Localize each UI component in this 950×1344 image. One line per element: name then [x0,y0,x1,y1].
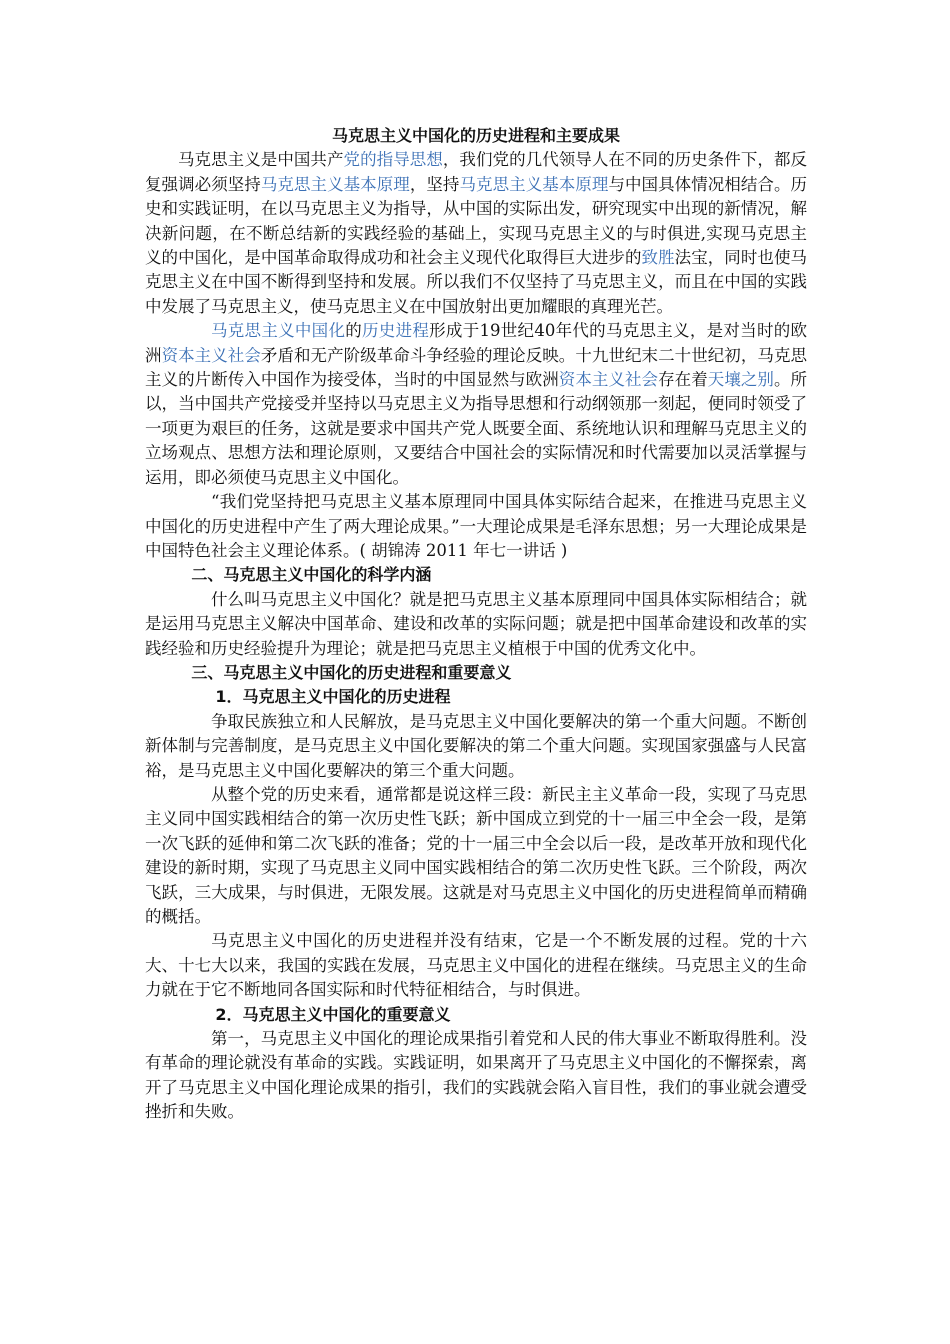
paragraph-three-problems: 争取民族独立和人民解放，是马克思主义中国化要解决的第一个重大问题。不断创新体制与完善制度，是马克思主义中国化要解决的第二个重大问题。实现国家强盛与人民富裕，是马克思主义中国化要解决的第三个重大问题。 [145,711,807,780]
link-sinicization-of-marxism[interactable]: 马克思主义中国化 [211,321,346,341]
link-tianrangzhibie[interactable]: 天壤之别 [707,370,774,390]
text-run: 形成于19世纪40年代的马克思主义，是对当时的欧洲 [145,321,808,365]
link-marxism-basic-principles[interactable]: 马克思主义基本原理 [260,174,410,194]
link-capitalist-society[interactable]: 资本主义社会 [161,345,261,365]
paragraph-significance-first: 第一，马克思主义中国化的理论成果指引着党和人民的伟大事业不断取得胜利。没有革命的理论就没有革命的实践。实践证明，如果离开了马克思主义中国化的不懈探索，离开了马克思主义中国化理论成果的指引，我们的实践就会陷入盲目性，我们的事业就会遭受挫折和失败。 [145,1029,807,1122]
link-zhisheng[interactable]: 致胜 [641,248,675,268]
subsection-heading-history: 1．马克思主义中国化的历史进程 [215,687,451,707]
section-heading-history-and-significance: 三、马克思主义中国化的历史进程和重要意义 [191,662,512,682]
link-capitalist-society-2[interactable]: 资本主义社会 [558,370,659,390]
paragraph-definition: 什么叫马克思主义中国化？就是把马克思主义基本原理同中国具体实际相结合；就是运用马克思主义解决中国革命、建设和改革的实际问题；就是把中国革命建设和改革的实践经验和历史经验提升为理论；就是把马克思主义植根于中国的优秀文化中。 [145,589,807,658]
text-run: 马克思主义是中国共产 [178,150,344,170]
document-title: 马克思主义中国化的历史进程和主要成果 [331,126,620,145]
link-historical-process[interactable]: 历史进程 [362,321,430,341]
text-run: 的 [345,321,363,341]
paragraph-quote: “我们党坚持把马克思主义基本原理同中国具体实际结合起来，在推进马克思主义中国化的历史进程中产生了两大理论成果。”一大理论成果是毛泽东思想；另一大理论成果是中国特色社会主义理论体系。( 胡锦涛 2011 年七一讲话 ) [145,492,807,560]
paragraph-three-stages: 从整个党的历史来看，通常都是说这样三段：新民主主义革命一段，实现了马克思主义同中国实践相结合的第一次历史性飞跃；新中国成立到党的十一届三中全会一段，是第一次飞跃的延伸和第二次飞跃的准备；党的十一届三中全会以后一段，是改革开放和现代化建设的新时期，实现了马克思主义同中国实践相结合的第二次历史性飞跃。三个阶段，两次飞跃，三大成果，与时俱进，无限发展。这就是对马克思主义中国化的历史进程简单而精确的概括。 [145,784,807,926]
text-run: ，我们党的几代领导人在不同的历史条件下，都反复强调必须坚持 [145,150,808,194]
section-heading-scientific-meaning: 二、马克思主义中国化的科学内涵 [191,565,432,585]
paragraph-history-origin [145,319,807,490]
text-run: 与中国具体情况相结合。历史和实践证明，在以马克思主义为指导，从中国的实际出发，研究现实中出现的新情况，解决新问题，在不断总结新的实践经验的基础上，实现马克思主义的与时俱进,实现马克思主义的中国化，是中国革命取得成功和社会主义现代化取得巨大进步的 [145,174,808,268]
link-party-guiding-thought[interactable]: 党的指导思想 [343,150,443,170]
text-run: 法宝，同时也使马克思主义在中国不断得到坚持和发展。所以我们不仅坚持了马克思主义，而且在中国的实践中发展了马克思主义，使马克思主义在中国放射出更加耀眼的真理光芒。 [145,248,808,316]
paragraph-ongoing-process: 马克思主义中国化的历史进程并没有结束，它是一个不断发展的过程。党的十六大、十七大以来，我国的实践在发展，马克思主义中国化的进程在继续。马克思主义的生命力就在于它不断地同各国实际和时代特征相结合，与时俱进。 [145,931,807,1000]
subsection-heading-significance: 2．马克思主义中国化的重要意义 [215,1004,451,1024]
text-run: ，坚持 [409,174,460,194]
text-run: 。所以，当中国共产党接受并坚持以马克思主义为指导思想和行动纲领那一刻起，便同时领受了一项更为艰巨的任务，这就是要求中国共产党人既要全面、系统地认识和理解马克思主义的立场观点、思想方法和理论原则，又要结合中国社会的实际情况和时代需要加以灵活掌握与运用，即必须使马克思主义中国化。 [145,370,808,487]
link-marxism-basic-principles-2[interactable]: 马克思主义基本原理 [459,174,609,194]
paragraph-intro [145,148,807,319]
document-page [145,124,807,1125]
text-run: 存在着 [658,370,708,390]
text-run: 矛盾和无产阶级革命斗争经验的理论反映。十九世纪末二十世纪初，马克思主义的片断传入中国作为接受体，当时的中国显然与欧洲 [145,345,808,390]
